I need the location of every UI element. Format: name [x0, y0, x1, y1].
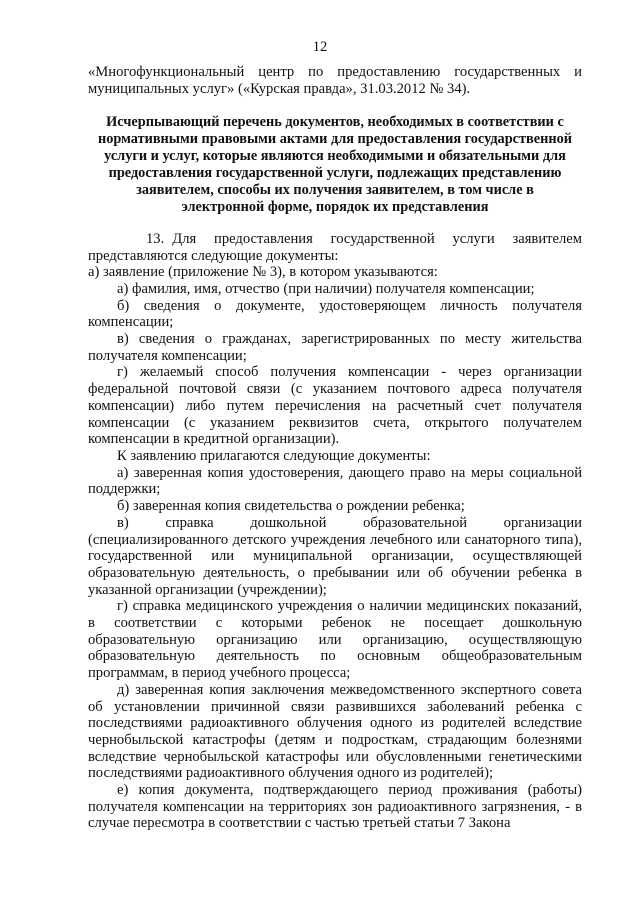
document-body: [88, 64, 582, 832]
clause-text: Для предоставления государственной услуги заявителем представляются следующие документы:: [88, 230, 582, 264]
attachment-item-d: д) заверенная копия заключения межведомственного экспертного совета об установлении причинной связи развившихся заболеваний ребенка с последствиями радиоактивного облучения одного из родителей вследствие чернобыльской катастрофы (детям и подросткам, страдающим болезнями вследствие чернобыльской катастрофы или обусловленными генетическими последствиями радиоактивного облучения одного из родителей);: [88, 681, 582, 782]
attachments-intro: К заявлению прилагаются следующие документы:: [117, 447, 431, 464]
clause-13-paragraph: [88, 231, 582, 264]
section-heading: Исчерпывающий перечень документов, необходимых в соответствии с нормативными правовыми актами для предоставления государственной услуги и услуг, которые являются необходимыми и обязательными для предоставления государственной услуги, подлежащих представлению заявителем, способы их получения заявителем, в том числе в электронной форме, порядок их представления: [98, 114, 572, 215]
application-field-b: б) сведения о документе, удостоверяющем личность получателя компенсации;: [88, 297, 582, 331]
attachment-item-v: в) справка дошкольной образовательной организации (специализированного детского учреждения лечебного или санаторного типа), государственной или муниципальной организации, осуществляющей образовательную деятельность, о пребывании или об обучении ребенка в указанной организации (учреждении);: [88, 514, 582, 598]
attachment-item-e: е) копия документа, подтверждающего период проживания (работы) получателя компенсации на территориях зон радиоактивного загрязнения, - в случае пересмотра в соответствии с частью третьей статьи 7 Закона: [88, 782, 582, 832]
attachment-item-b: б) заверенная копия свидетельства о рождении ребенка;: [117, 498, 465, 515]
attachment-item-g: г) справка медицинского учреждения о наличии медицинских показаний, в соответствии с которыми ребенок не посещает дошкольную образовательную организацию или организацию, осуществляющую образовательную деятельность по основным общеобразовательным программам, в период учебного процесса;: [88, 598, 582, 682]
application-field-v: в) сведения о гражданах, зарегистрированных по месту жительства получателя компенсации;: [88, 331, 582, 364]
application-field-a: а) фамилия, имя, отчество (при наличии) получателя компенсации;: [117, 280, 535, 297]
application-field-g: г) желаемый способ получения компенсации - через организации федеральной почтовой связи (с указанием почтового адреса получателя компенсации) либо путем перечисления на расчетный счет получателя компенсации (с указанием реквизитов счета, открытого получателем компенсации в кредитной организации).: [88, 364, 582, 448]
intro-paragraph: «Многофункциональный центр по предоставлению государственных и муниципальных услуг» («Курская правда», 31.03.2012 № 34).: [88, 64, 582, 97]
clause-number: 13.: [146, 230, 165, 247]
application-item: а) заявление (приложение № 3), в котором указываются:: [88, 264, 438, 281]
attachment-item-a: а) заверенная копия удостоверения, дающего право на меры социальной поддержки;: [88, 464, 582, 498]
page-number: 12: [312, 39, 328, 55]
